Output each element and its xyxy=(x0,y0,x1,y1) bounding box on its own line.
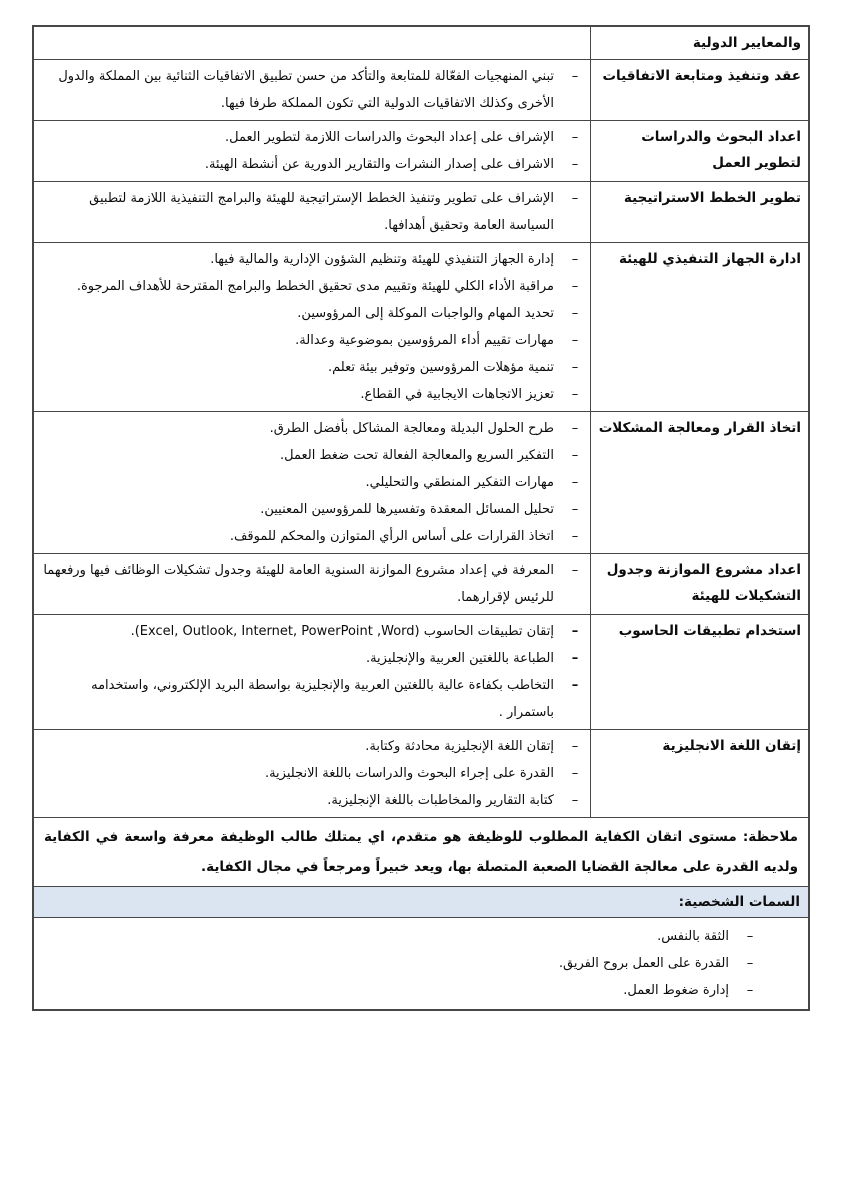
list-item xyxy=(42,151,581,178)
competency-header-cell: اتخاذ القرار ومعالجة المشكلات xyxy=(591,412,810,554)
list-item xyxy=(42,124,581,151)
list-item-text: تعزيز الاتجاهات الايجابية في القطاع. xyxy=(360,387,554,402)
list-item xyxy=(42,672,581,726)
table-row xyxy=(33,121,809,182)
list-item xyxy=(42,185,581,239)
dash-bullet-icon: – xyxy=(571,360,579,375)
dash-bullet-icon: – xyxy=(571,191,579,206)
competency-table xyxy=(32,25,810,1011)
competency-items-cell xyxy=(33,615,591,730)
list-item-text: طرح الحلول البديلة ومعالجة المشاكل بأفضل الطرق. xyxy=(269,421,554,436)
table-row xyxy=(33,60,809,121)
list-item-text: التفكير السريع والمعالجة الفعالة تحت ضغط العمل. xyxy=(279,448,554,463)
table-row xyxy=(33,554,809,615)
list-item-text: الثقة بالنفس. xyxy=(657,929,729,944)
list-item-text: مهارات تقييم أداء المرؤوسين بموضوعية وعدالة. xyxy=(295,333,554,348)
table-row xyxy=(33,182,809,243)
list-item-text: القدرة على إجراء البحوث والدراسات باللغة الانجليزية. xyxy=(264,766,554,781)
list-item xyxy=(42,923,756,950)
list-item xyxy=(42,442,581,469)
list-item xyxy=(42,381,581,408)
competency-items-cell xyxy=(33,26,591,60)
dash-bullet-icon: – xyxy=(571,624,579,639)
list-item-text: التخاطب بكفاءة عالية باللغتين العربية والإنجليزية بواسطة البريد الإلكتروني، واستخدامه باستمرار . xyxy=(91,678,554,720)
list-item-text: المعرفة في إعداد مشروع الموازنة السنوية العامة للهيئة وجدول تشكيلات الوظائف فيها ورفعهما للرئيس لإقرارهما. xyxy=(43,563,554,605)
note-text: ملاحظة: مستوى اتقان الكفاية المطلوب للوظيفة هو متقدم، اي يمتلك طالب الوظيفة معرفة واسعة في الكفاية ولديه القدرة على معالجة القضايا الصعبة المتصلة بها، ويعد خبيراً ومرجعاً في مجال الكفاية. xyxy=(33,818,809,887)
competency-items-cell xyxy=(33,121,591,182)
competency-items-cell xyxy=(33,243,591,412)
list-item-text: إتقان تطبيقات الحاسوب (Excel, Outlook, Internet, PowerPoint ,Word). xyxy=(130,624,554,639)
table-row xyxy=(33,412,809,554)
competency-items-cell xyxy=(33,182,591,243)
dash-bullet-icon: – xyxy=(571,739,579,754)
table-row xyxy=(33,918,809,1011)
table-row xyxy=(33,243,809,412)
dash-bullet-icon: – xyxy=(571,529,579,544)
list-item xyxy=(42,273,581,300)
list-item xyxy=(42,354,581,381)
table-row xyxy=(33,887,809,918)
dash-bullet-icon: – xyxy=(571,475,579,490)
competency-header-cell: استخدام تطبيقات الحاسوب xyxy=(591,615,810,730)
table-row xyxy=(33,26,809,60)
dash-bullet-icon: – xyxy=(571,69,579,84)
list-item xyxy=(42,469,581,496)
competency-items-cell xyxy=(33,730,591,818)
dash-bullet-icon: – xyxy=(571,563,579,578)
competency-header-cell: اعداد البحوث والدراسات لتطوير العمل xyxy=(591,121,810,182)
list-item xyxy=(42,246,581,273)
dash-bullet-icon: – xyxy=(571,651,579,666)
list-item xyxy=(42,760,581,787)
competency-header-cell: عقد وتنفيذ ومتابعة الاتفاقيات xyxy=(591,60,810,121)
list-item xyxy=(42,523,581,550)
dash-bullet-icon: – xyxy=(746,929,754,944)
competency-items-cell xyxy=(33,554,591,615)
list-item-text: إدارة الجهاز التنفيذي للهيئة وتنظيم الشؤون الإدارية والمالية فيها. xyxy=(210,252,554,267)
competency-items-cell xyxy=(33,60,591,121)
list-item xyxy=(42,557,581,611)
list-item xyxy=(42,496,581,523)
list-item-text: الإشراف على تطوير وتنفيذ الخطط الإستراتيجية للهيئة والبرامج التنفيذية اللازمة لتطبيق السياسة العامة وتحقيق أهدافها. xyxy=(89,191,554,233)
list-item-text: مراقبة الأداء الكلي للهيئة وتقييم مدى تحقيق الخطط والبرامج المقترحة للأهداف المرجوة. xyxy=(76,279,554,294)
dash-bullet-icon: – xyxy=(571,157,579,172)
list-item xyxy=(42,415,581,442)
dash-bullet-icon: – xyxy=(746,956,754,971)
dash-bullet-icon: – xyxy=(746,983,754,998)
competency-header-cell: اعداد مشروع الموازنة وجدول التشكيلات للهيئة xyxy=(591,554,810,615)
dash-bullet-icon: – xyxy=(571,130,579,145)
list-item-text: إدارة ضغوط العمل. xyxy=(623,983,729,998)
dash-bullet-icon: – xyxy=(571,333,579,348)
dash-bullet-icon: – xyxy=(571,502,579,517)
table-row xyxy=(33,818,809,887)
list-item xyxy=(42,977,756,1004)
dash-bullet-icon: – xyxy=(571,793,579,808)
table-row xyxy=(33,615,809,730)
dash-bullet-icon: – xyxy=(571,421,579,436)
list-item xyxy=(42,733,581,760)
competency-header-cell: والمعايير الدولية xyxy=(591,26,810,60)
competency-table-body xyxy=(33,26,809,1010)
list-item xyxy=(42,63,581,117)
list-item-text: الطباعة باللغتين العربية والإنجليزية. xyxy=(365,651,554,666)
dash-bullet-icon: – xyxy=(571,448,579,463)
list-item-text: مهارات التفكير المنطقي والتحليلي. xyxy=(365,475,554,490)
list-item xyxy=(42,327,581,354)
list-item xyxy=(42,300,581,327)
section-title: السمات الشخصية: xyxy=(33,887,809,918)
list-item xyxy=(42,618,581,645)
list-item-text: تحليل المسائل المعقدة وتفسيرها للمرؤوسين المعنيين. xyxy=(260,502,554,517)
dash-bullet-icon: – xyxy=(571,387,579,402)
dash-bullet-icon: – xyxy=(571,252,579,267)
list-item xyxy=(42,645,581,672)
list-item-text: الاشراف على إصدار النشرات والتقارير الدورية عن أنشطة الهيئة. xyxy=(204,157,554,172)
competency-items-cell xyxy=(33,412,591,554)
list-item-text: تحديد المهام والواجبات الموكلة إلى المرؤوسين. xyxy=(297,306,554,321)
traits-items-cell xyxy=(33,918,809,1011)
dash-bullet-icon: – xyxy=(571,279,579,294)
list-item-text: الإشراف على إعداد البحوث والدراسات اللازمة لتطوير العمل. xyxy=(224,130,554,145)
dash-bullet-icon: – xyxy=(571,678,579,693)
list-item-text: تنمية مؤهلات المرؤوسين وتوفير بيئة تعلم. xyxy=(327,360,554,375)
competency-header-cell: إتقان اللغة الانجليزية xyxy=(591,730,810,818)
dash-bullet-icon: – xyxy=(571,306,579,321)
list-item-text: اتخاذ القرارات على أساس الرأي المتوازن والمحكم للموقف. xyxy=(229,529,554,544)
list-item-text: تبني المنهجيات الفعّالة للمتابعة والتأكد من حسن تطبيق الاتفاقيات الثنائية بين المملكة والدول الأخرى وكذلك الاتفاقيات الدولية التي تكون المملكة طرفا فيها. xyxy=(58,69,554,111)
competency-header-cell: تطوير الخطط الاستراتيجية xyxy=(591,182,810,243)
list-item xyxy=(42,950,756,977)
list-item-text: القدرة على العمل بروح الفريق. xyxy=(558,956,729,971)
table-row xyxy=(33,730,809,818)
list-item-text: كتابة التقارير والمخاطبات باللغة الإنجليزية. xyxy=(327,793,554,808)
list-item xyxy=(42,787,581,814)
dash-bullet-icon: – xyxy=(571,766,579,781)
list-item-text: إتقان اللغة الإنجليزية محادثة وكتابة. xyxy=(365,739,554,754)
competency-header-cell: ادارة الجهاز التنفيذي للهيئة xyxy=(591,243,810,412)
